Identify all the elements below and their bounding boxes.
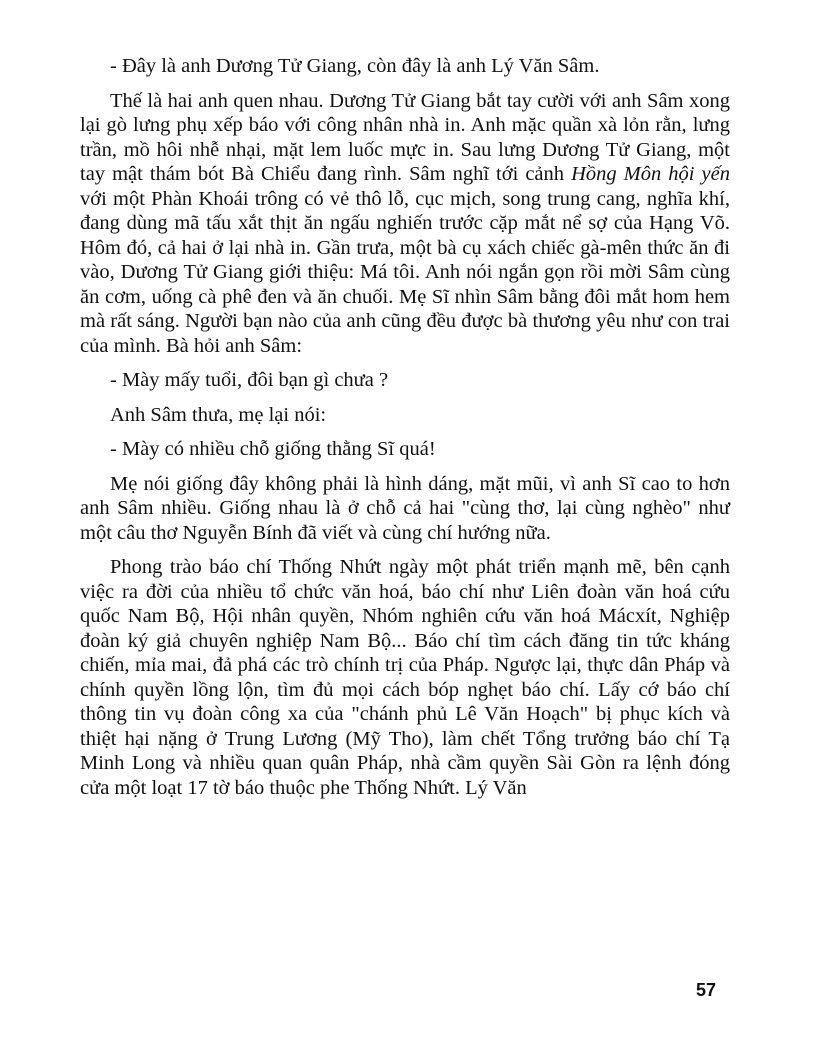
paragraph-resemblance-dialogue: - Mày có nhiều chỗ giống thằng Sĩ quá! [110,438,436,460]
paragraph-question-dialogue: - Mày mấy tuổi, đôi bạn gì chưa ? [110,369,389,391]
paragraph-resemblance: Mẹ nói giống đây không phải là hình dáng, mặt mũi, vì anh Sĩ cao to hơn anh Sâm nhiều. Giống nhau là ở chỗ cả hai "cùng thơ, lại cùng nghèo" như một câu thơ Nguyễn Bính đã viết và cùng chí hướng nữa. [80,472,730,544]
italic-title: Hồng Môn hội yến [571,163,730,185]
paragraph-intro-dialogue: - Đây là anh Dương Tử Giang, còn đây là anh Lý Văn Sâm. [110,55,600,77]
paragraph-meeting-part-1: Thế là hai anh quen nhau. Dương Tử Giang bắt tay cười với anh Sâm xong lại gò lưng phụ xếp báo với công nhân nhà in. Anh mặc quần xà lỏn rằn, lưng trần, mồ hôi nhễ nhại, mặt lem luốc mực in. Sau lưng Dương Tử Giang, một tay mật thám bót Bà Chiểu đang rình. Sâm nghĩ tới cảnh [80,89,730,185]
page-number: 57 [695,980,716,1000]
paragraph-press-movement: Phong trào báo chí Thống Nhứt ngày một phát triển mạnh mẽ, bên cạnh việc ra đời của nhiều tổ chức văn hoá, báo chí như Liên đoàn văn hoá cứu quốc Nam Bộ, Hội nhân quyền, Nhóm nghiên cứu văn hoá Mácxít, Nghiệp đoàn ký giả chuyên nghiệp Nam Bộ... Báo chí tìm cách đăng tin tức kháng chiến, mỉa mai, đả phá các trò chính trị của Pháp. Ngược lại, thực dân Pháp và chính quyền lồng lộn, tìm đủ mọi cách bóp nghẹt báo chí. Lấy cớ báo chí thông tin vụ đoàn công xa của "chánh phủ Lê Văn Hoạch" bị phục kích và thiệt hại nặng ở Trung Lương (Mỹ Tho), làm chết Tổng trưởng báo chí Tạ Minh Long và nhiều quan quân Pháp, nhà cầm quyền Sài Gòn ra lệnh đóng cửa một loạt 17 tờ báo thuộc phe Thống Nhứt. Lý Văn [80,556,730,799]
paragraph-reply: Anh Sâm thưa, mẹ lại nói: [110,403,327,426]
paragraph-meeting [80,89,730,359]
page-body [80,54,730,800]
paragraph-meeting-part-2: với một Phàn Khoái trông có vẻ thô lỗ, cục mịch, song trung cang, nghĩa khí, đang dùng mã tấu xắt thịt ăn ngấu nghiến trước cặp mắt nể sợ của Hạng Võ. Hôm đó, cả hai ở lại nhà in. Gần trưa, một bà cụ xách chiếc gà-mên thức ăn đi vào, Dương Tử Giang giới thiệu: Má tôi. Anh nói ngắn gọn rồi mời Sâm cùng ăn cơm, uống cà phê đen và ăn chuối. Mẹ Sĩ nhìn Sâm bằng đôi mắt hom hem mà rất sáng. Người bạn nào của anh cũng đều được bà thương yêu như con trai của mình. Bà hỏi anh Sâm: [80,187,730,357]
